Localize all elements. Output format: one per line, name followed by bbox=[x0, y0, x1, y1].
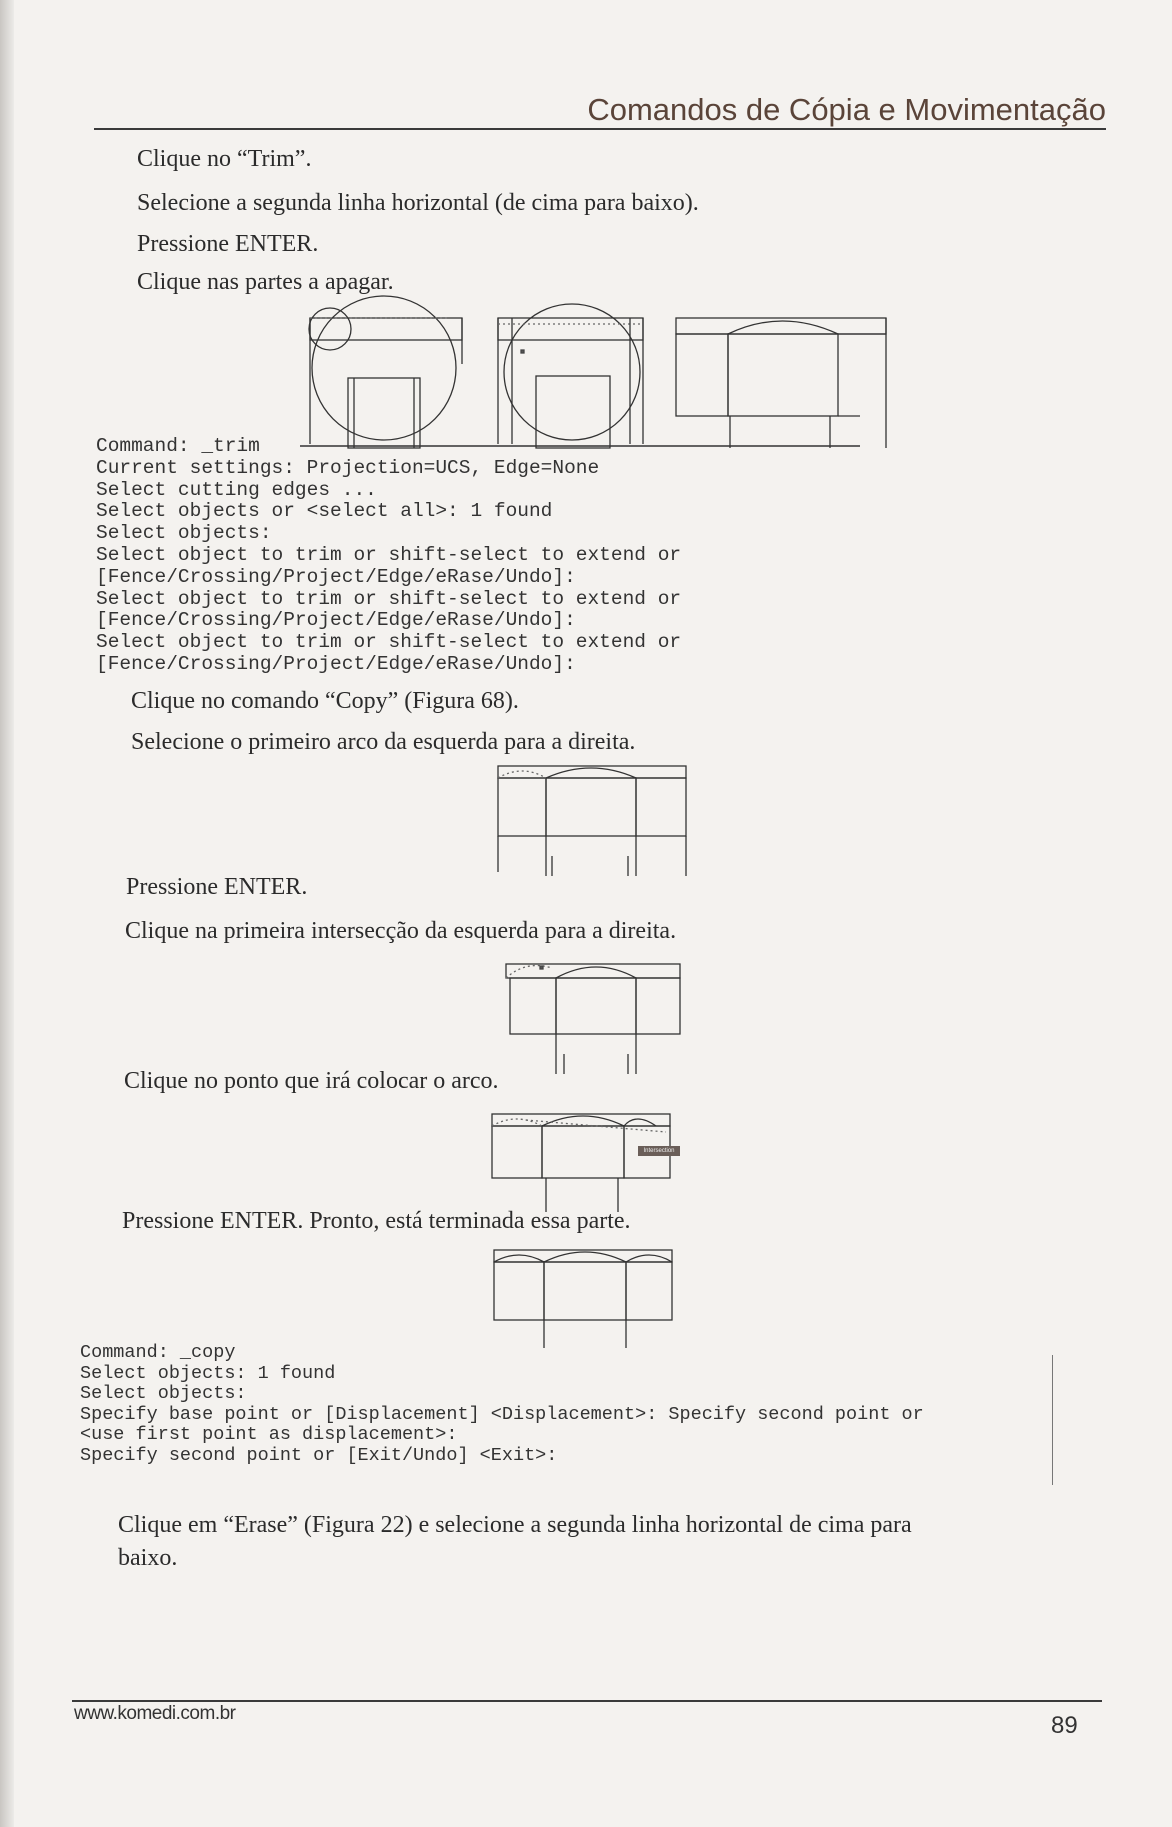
step-click-parts: Clique nas partes a apagar. bbox=[137, 269, 394, 295]
page-number: 89 bbox=[1051, 1712, 1078, 1739]
step-select-first-arc: Selecione o primeiro arco da esquerda para a direita. bbox=[131, 729, 636, 755]
trim-step-1-drawing bbox=[309, 296, 462, 448]
step-press-enter-done: Pressione ENTER. Pronto, está terminada essa parte. bbox=[122, 1208, 631, 1234]
footer-url: www.komedi.com.br bbox=[74, 1703, 236, 1724]
trim-figure-sequence bbox=[300, 304, 900, 448]
trim-command-log bbox=[96, 436, 681, 676]
step-click-copy: Clique no comando “Copy” (Figura 68). bbox=[131, 688, 519, 714]
step-press-enter-2: Pressione ENTER. bbox=[126, 874, 308, 900]
log-line: Select objects: 1 found bbox=[80, 1362, 336, 1384]
copy-second-point-figure bbox=[486, 1108, 686, 1212]
trim-step-3-drawing bbox=[676, 318, 886, 448]
log-line: Specify second point or [Exit/Undo] <Exit>: bbox=[80, 1444, 558, 1466]
copy-select-arc-figure bbox=[490, 760, 690, 878]
step-click-erase-line2: baixo. bbox=[118, 1545, 178, 1571]
trim-step-2-drawing bbox=[498, 304, 643, 448]
header-rule bbox=[94, 128, 1106, 130]
copy-command-log bbox=[80, 1343, 924, 1466]
intersection-snap-tooltip: Intersection bbox=[638, 1146, 680, 1156]
step-click-first-intersection: Clique na primeira intersecção da esquerda para a direita. bbox=[125, 918, 677, 944]
copy-base-point-figure bbox=[496, 950, 692, 1074]
log-line: [Fence/Crossing/Project/Edge/eRase/Undo]: bbox=[96, 565, 576, 588]
step-click-trim: Clique no “Trim”. bbox=[137, 146, 312, 172]
log-line: Select object to trim or shift-select to extend or bbox=[96, 631, 682, 654]
page-spine-shadow bbox=[0, 0, 14, 1827]
log-line: [Fence/Crossing/Project/Edge/eRase/Undo]: bbox=[96, 609, 576, 632]
log-line: Command: _trim bbox=[96, 435, 260, 457]
log-line: Current settings: Projection=UCS, Edge=None bbox=[96, 456, 600, 479]
step-select-second-line: Selecione a segunda linha horizontal (de cima para baixo). bbox=[137, 190, 699, 216]
log-line: Command: _copy bbox=[80, 1342, 236, 1363]
step-click-erase-line1: Clique em “Erase” (Figura 22) e selecione a segunda linha horizontal de cima para bbox=[118, 1512, 912, 1538]
log-line: Select objects: bbox=[80, 1383, 247, 1404]
log-frame-edge bbox=[1052, 1355, 1053, 1485]
log-line: Select objects or <select all>: 1 found bbox=[96, 500, 553, 523]
chapter-title: Comandos de Cópia e Movimentação bbox=[587, 92, 1106, 127]
log-line: Specify base point or [Displacement] <Displacement>: Specify second point or bbox=[80, 1403, 924, 1425]
log-line: <use first point as displacement>: bbox=[80, 1424, 458, 1445]
step-press-enter: Pressione ENTER. bbox=[137, 231, 319, 257]
log-line: Select object to trim or shift-select to extend or bbox=[96, 543, 682, 566]
log-line: Select object to trim or shift-select to extend or bbox=[96, 587, 682, 610]
copy-result-figure bbox=[488, 1244, 678, 1350]
footer-rule bbox=[72, 1700, 1102, 1702]
step-click-arc-point: Clique no ponto que irá colocar o arco. bbox=[124, 1068, 499, 1094]
log-line: Select cutting edges ... bbox=[96, 478, 377, 501]
log-line: Select objects: bbox=[96, 522, 272, 545]
log-line: [Fence/Crossing/Project/Edge/eRase/Undo]: bbox=[96, 652, 576, 675]
